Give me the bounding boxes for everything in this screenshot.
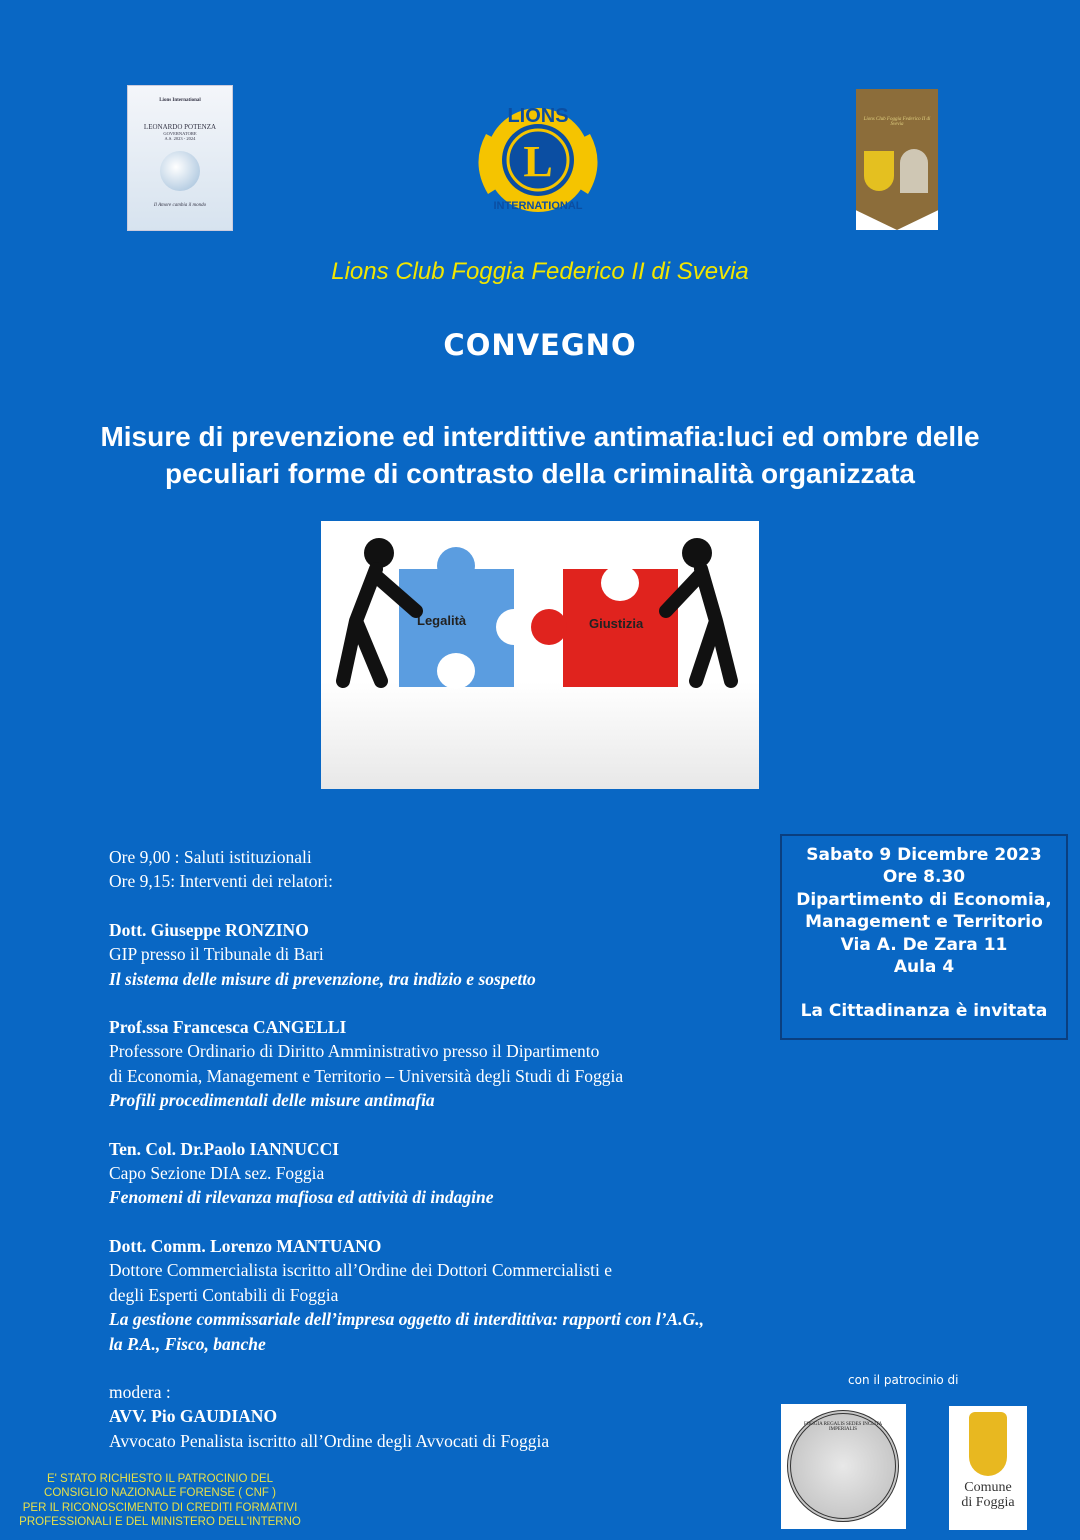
globe-icon: [160, 151, 200, 191]
title-line: peculiari forme di contrasto della criminalità organizzata: [165, 458, 915, 489]
moderator-role: Avvocato Penalista iscritto all’Ordine degli Avvocati di Foggia: [109, 1430, 550, 1451]
moderator-label: modera :: [109, 1381, 171, 1402]
speaker-role: degli Esperti Contabili di Foggia: [109, 1284, 339, 1305]
schedule-item: Ore 9,15: Interventi dei relatori:: [109, 871, 334, 892]
speaker-topic: Il sistema delle misure di prevenzione, tra indizio e sospetto: [109, 968, 536, 989]
event-address: Via A. De Zara 11: [840, 934, 1008, 955]
patronage-request-note: [10, 1472, 310, 1530]
card-year: A.S. 2023 - 2024: [164, 136, 196, 141]
eagle-shield-icon: [864, 151, 894, 191]
arch-icon: [900, 149, 928, 193]
seal-text: FOGGIA REGALIS SEDES INCLITA IMPERIALIS: [803, 1422, 883, 1432]
speaker-name: Dott. Giuseppe RONZINO: [109, 919, 309, 940]
event-info-box: [780, 834, 1068, 1040]
title-line: Misure di prevenzione ed interdittive antimafia:luci ed ombre delle: [100, 421, 980, 452]
event-time: Ore 8.30: [882, 867, 966, 888]
club-banner-logo: [856, 89, 938, 230]
stick-figures-icon: [321, 521, 759, 721]
governor-card-logo: [127, 85, 233, 231]
lions-international-logo: [466, 94, 610, 230]
speaker-role: Capo Sezione DIA sez. Foggia: [109, 1163, 325, 1184]
event-room: Aula 4: [893, 957, 955, 978]
speaker-role: Professore Ordinario di Diritto Amministrativo presso il Dipartimento: [109, 1041, 600, 1062]
legalita-label: Legalità: [417, 613, 467, 628]
event-date: Sabato 9 Dicembre 2023: [806, 845, 1042, 865]
card-header: Lions International: [159, 98, 201, 103]
note-line: PROFESSIONALI E DEL MINISTERO DELL'INTERNO: [19, 1516, 301, 1529]
banner-text: Lions Club Foggia Federico II di Svevia: [863, 117, 931, 127]
patronage-label: con il patrocinio di: [848, 1373, 959, 1387]
lions-letter: L: [523, 137, 553, 186]
event-type: CONVEGNO: [443, 328, 637, 362]
coat-of-arms-icon: [969, 1412, 1007, 1476]
speaker-role: Dottore Commercialista iscritto all’Ordine dei Dottori Commercialisti e: [109, 1260, 612, 1281]
note-line: CONSIGLIO NAZIONALE FORENSE ( CNF ): [44, 1487, 276, 1500]
schedule-item: Ore 9,00 : Saluti istituzionali: [109, 847, 312, 867]
speaker-name: Dott. Comm. Lorenzo MANTUANO: [109, 1235, 382, 1256]
comune-text: di Foggia: [961, 1495, 1015, 1510]
lions-bottom-text: INTERNATIONAL: [493, 200, 583, 212]
speaker-name: Prof.ssa Francesca CANGELLI: [109, 1017, 347, 1038]
program: [109, 845, 769, 1453]
comune-text: Comune: [964, 1480, 1012, 1495]
card-role: GOVERNATORE: [163, 131, 197, 136]
note-line: E' STATO RICHIESTO IL PATROCINIO DEL: [46, 1473, 274, 1485]
speaker-name: Ten. Col. Dr.Paolo IANNUCCI: [109, 1138, 340, 1159]
speaker-topic: La gestione commissariale dell’impresa oggetto di interdittiva: rapporti con l’A.G.,: [109, 1309, 704, 1330]
speaker-topic: Fenomeni di rilevanza mafiosa ed attività di indagine: [109, 1187, 494, 1208]
speaker-topic: la P.A., Fisco, banche: [109, 1333, 266, 1354]
event-place: Management e Territorio: [805, 912, 1043, 933]
card-name: LEONARDO POTENZA: [143, 123, 217, 131]
moderator-name: AVV. Pio GAUDIANO: [109, 1406, 278, 1427]
invitation-text: La Cittadinanza è invitata: [800, 1001, 1048, 1022]
foggia-seal-logo: [781, 1404, 906, 1529]
lions-top-text: LIONS: [507, 105, 569, 127]
puzzle-illustration: [321, 521, 759, 789]
speaker-role: GIP presso il Tribunale di Bari: [109, 944, 324, 965]
event-title: [40, 418, 1040, 492]
note-line: PER IL RICONOSCIMENTO DI CREDITI FORMATIVI: [22, 1501, 298, 1514]
giustizia-label: Giustizia: [589, 616, 644, 631]
speaker-topic: Profili procedimentali delle misure antimafia: [109, 1090, 435, 1111]
card-motto: Il Amore cambia il mondo: [153, 203, 207, 208]
comune-foggia-logo: [949, 1406, 1027, 1530]
speaker-role: di Economia, Management e Territorio – Università degli Studi di Foggia: [109, 1065, 624, 1086]
event-place: Dipartimento di Economia,: [796, 889, 1052, 910]
club-name: Lions Club Foggia Federico II di Svevia: [331, 258, 749, 285]
